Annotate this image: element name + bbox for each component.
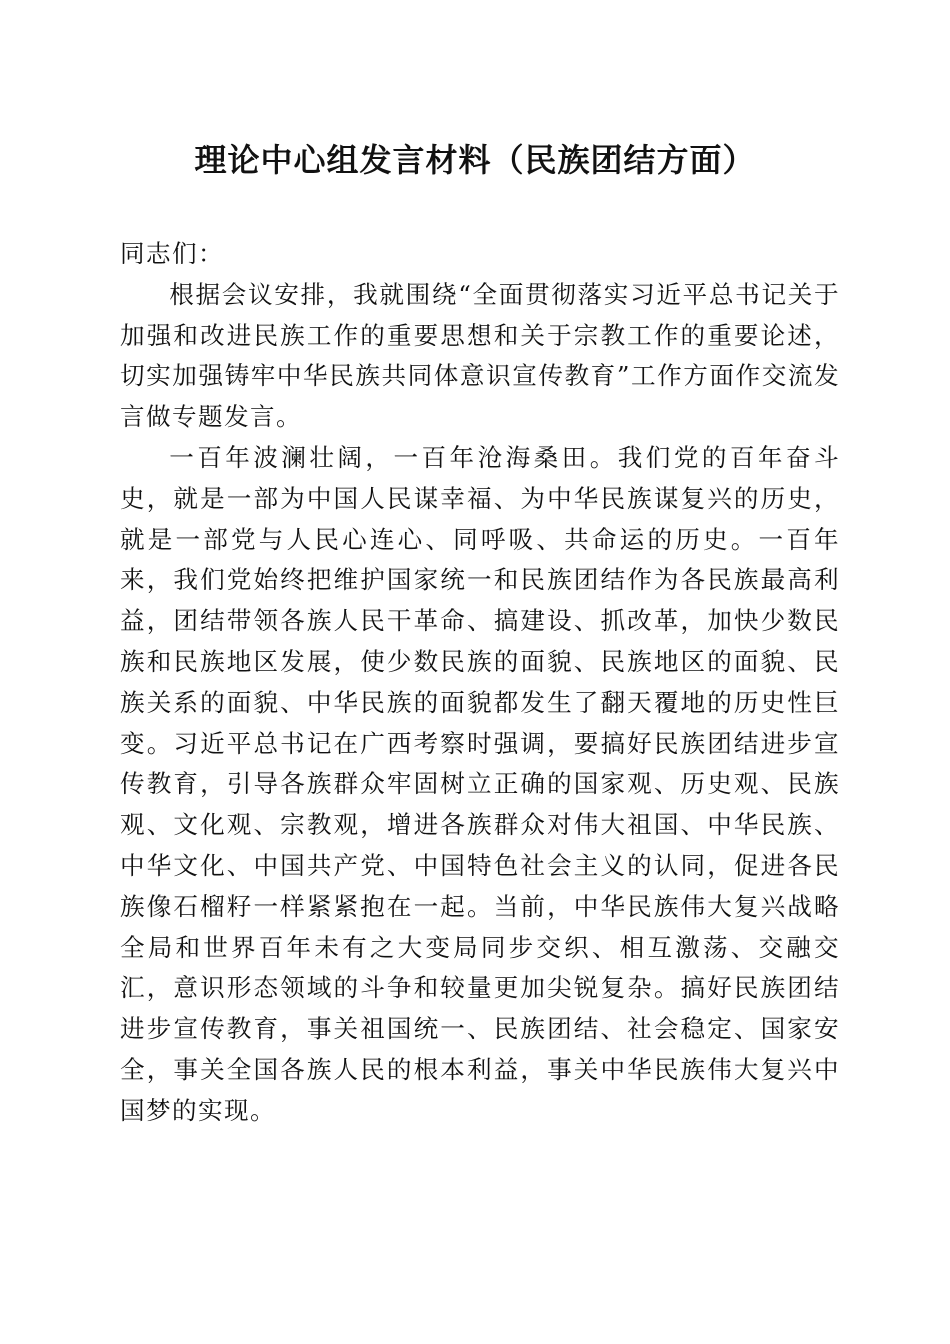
- paragraph-intro: 根据会议安排，我就围绕“全面贯彻落实习近平总书记关于加强和改进民族工作的重要思想和关于宗教工作的重要论述，切实加强铸牢中华民族共同体意识宣传教育”工作方面作交流发言做专题发言。: [120, 279, 840, 432]
- document-title: 理论中心组发言材料（民族团结方面）: [194, 141, 756, 179]
- paragraph-main: 一百年波澜壮阔，一百年沧海桑田。我们党的百年奋斗史，就是一部为中国人民谋幸福、为中华民族谋复兴的历史，就是一部党与人民心连心、同呼吸、共命运的历史。一百年来，我们党始终把维护国家统一和民族团结作为各民族最高利益，团结带领各族人民干革命、搞建设、抓改革，加快少数民族和民族地区发展，使少数民族的面貌、民族地区的面貌、民族关系的面貌、中华民族的面貌都发生了翻天覆地的历史性巨变。习近平总书记在广西考察时强调，要搞好民族团结进步宣传教育，引导各族群众牢固树立正确的国家观、历史观、民族观、文化观、宗教观，增进各族群众对伟大祖国、中华民族、中华文化、中国共产党、中国特色社会主义的认同，促进各民族像石榴籽一样紧紧抱在一起。当前，中华民族伟大复兴战略全局和世界百年未有之大变局同步交织、相互激荡、交融交汇，意识形态领域的斗争和较量更加尖锐复杂。搞好民族团结进步宣传教育，事关祖国统一、民族团结、社会稳定、国家安全，事关全国各族人民的根本利益，事关中华民族伟大复兴中国梦的实现。: [120, 442, 840, 1125]
- salutation: 同志们：: [120, 239, 224, 268]
- document-body: [120, 234, 840, 1132]
